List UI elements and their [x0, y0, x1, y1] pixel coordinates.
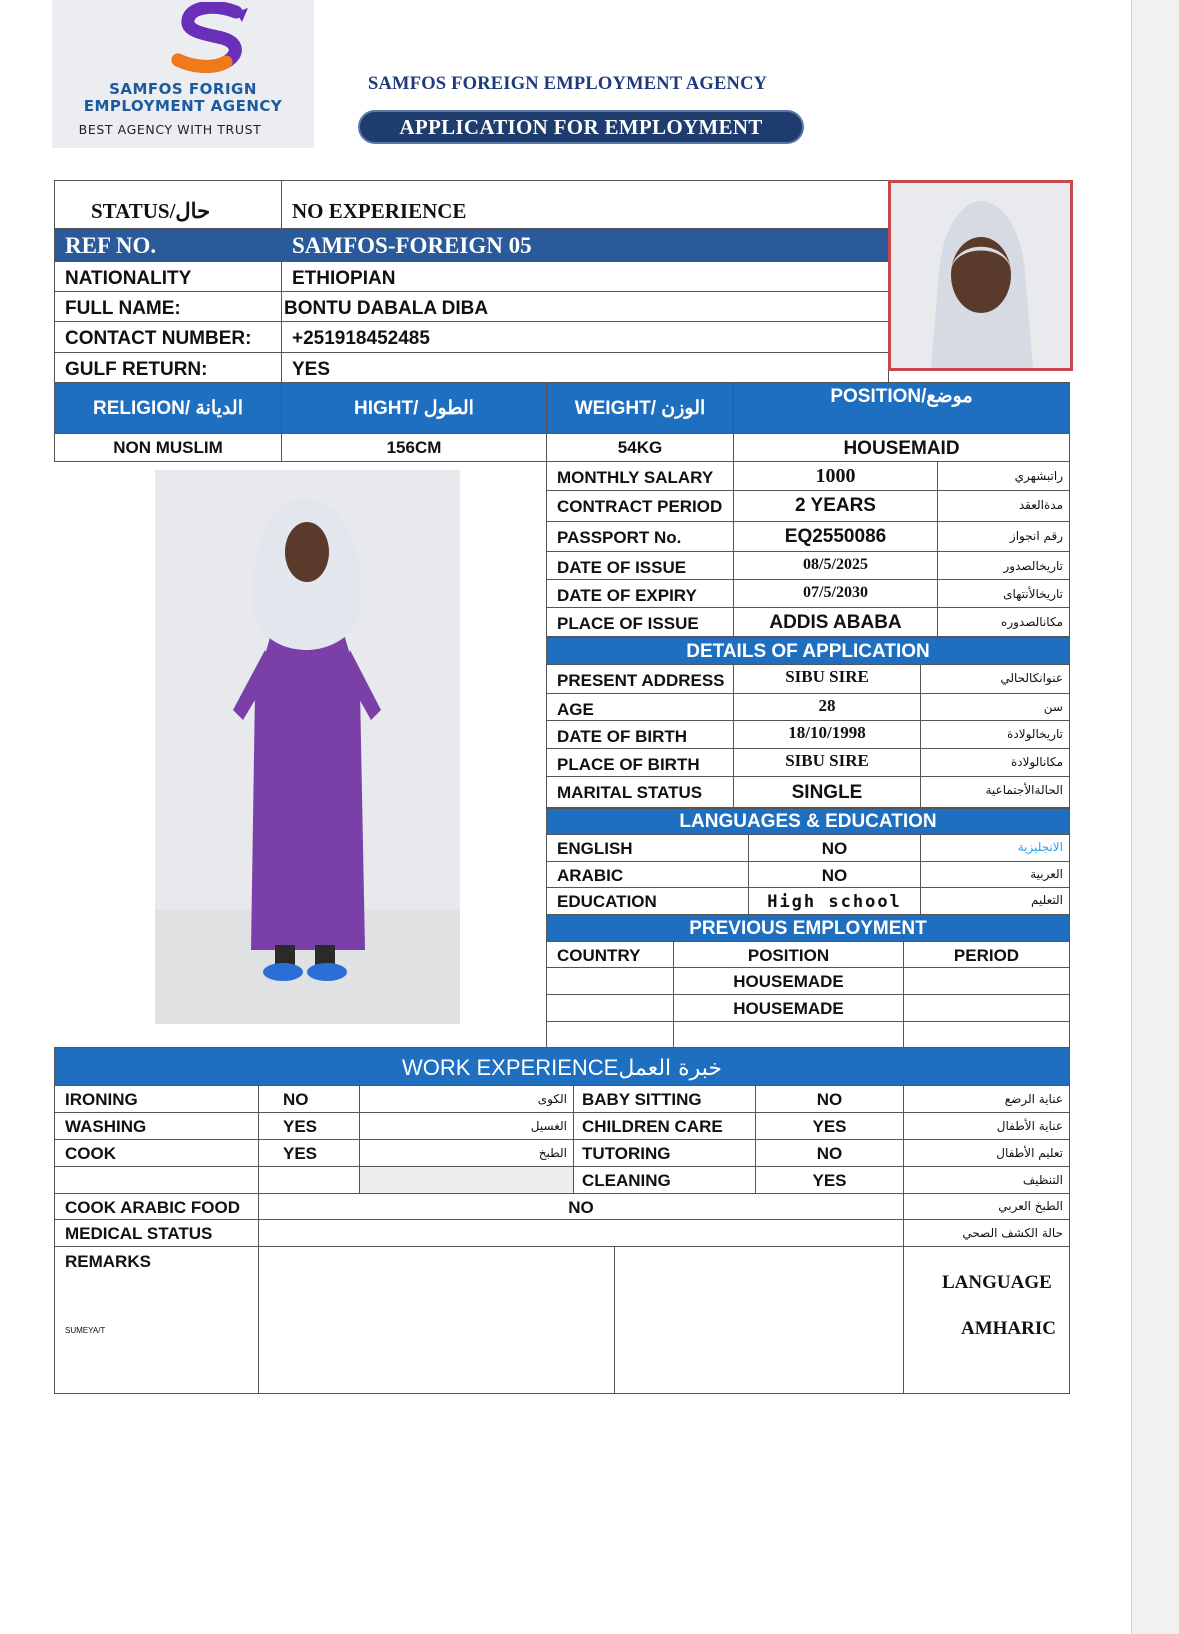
nationality-label-cell [54, 261, 282, 292]
page-edge [1131, 0, 1179, 1634]
work-right-label-3: CLEANING [582, 1171, 671, 1190]
status-label: STATUS/حال [91, 199, 211, 223]
details-ar-4: الحالةالأجتماعية [985, 783, 1063, 797]
work-right-label-2-cell [573, 1139, 756, 1167]
details-label-4: MARITAL STATUS [557, 783, 703, 802]
lang-ar-1: العربية [1030, 867, 1063, 881]
gulf-label: GULF RETURN: [65, 359, 208, 380]
height-header [281, 382, 547, 434]
cook-arabic-value: NO [568, 1198, 594, 1217]
work-right-value-0: NO [816, 1090, 843, 1109]
col-country: COUNTRY [557, 946, 641, 965]
work-left-label-0-cell [54, 1085, 259, 1113]
work-left-label-0: IRONING [65, 1090, 138, 1109]
details-label-1-cell [546, 693, 734, 721]
details-ar-2: تاريخالولادة [1007, 727, 1063, 741]
work-right-ar-0-cell [903, 1085, 1070, 1113]
work-right-label-1: CHILDREN CARE [582, 1117, 723, 1136]
prev-period-1-cell [903, 994, 1070, 1022]
contract-value-5: ADDIS ABABA [769, 612, 902, 633]
weight-label: WEIGHT/ الوزن [574, 398, 706, 419]
work-right-value-1-cell [755, 1112, 904, 1140]
work-left-label-2-cell [54, 1139, 259, 1167]
religion-value-cell [54, 433, 282, 462]
prev-period-0-cell [903, 967, 1070, 995]
details-label-3: PLACE OF BIRTH [557, 755, 700, 774]
contract-value-5-cell [733, 607, 938, 637]
height-value-cell [281, 433, 547, 462]
lang-value-1: NO [821, 866, 848, 885]
col-period: PERIOD [953, 946, 1020, 965]
agency-logo [52, 0, 314, 148]
work-right-label-2: TUTORING [582, 1144, 671, 1163]
contract-ar-2-cell [937, 521, 1070, 552]
work-left-value-0: NO [283, 1090, 309, 1109]
work-right-ar-0: عناية الرضع [1004, 1092, 1063, 1106]
status-value: NO EXPERIENCE [292, 199, 467, 223]
contract-label-2: PASSPORT No. [557, 528, 682, 547]
contract-ar-0: راتبشهري [1014, 469, 1063, 483]
weight-value: 54KG [617, 438, 663, 457]
ref-value: SAMFOS-FOREIGN 05 [292, 233, 532, 258]
contract-label-3-cell [546, 551, 734, 580]
prev-position-1-cell [673, 994, 904, 1022]
contract-ar-4-cell [937, 579, 1070, 608]
work-right-label-0: BABY SITTING [582, 1090, 702, 1109]
remarks-note: SUMEYA/T [65, 1326, 106, 1335]
details-value-3: SIBU SIRE [785, 751, 869, 770]
full-name-value-cell [281, 291, 889, 322]
details-ar-0: عنوانكالحالي [1000, 671, 1063, 685]
contract-value-3: 08/5/2025 [803, 556, 868, 573]
work-right-label-1-cell [573, 1112, 756, 1140]
details-ar-1: سن [1043, 700, 1063, 714]
cook-arabic-ar: الطبخ العربي [998, 1199, 1063, 1213]
prev-position-1: HOUSEMADE [733, 999, 844, 1018]
work-left-ar-2-cell [359, 1139, 574, 1167]
religion-label: RELIGION/ الديانة [93, 398, 243, 419]
work-right-ar-1-cell [903, 1112, 1070, 1140]
remarks-box-1 [258, 1246, 615, 1394]
work-right-ar-1: عناية الأطفال [996, 1119, 1063, 1133]
details-ar-4-cell [920, 776, 1070, 808]
contract-ar-5-cell [937, 607, 1070, 637]
full-name-label-cell [54, 291, 282, 322]
contract-value-1: 2 YEARS [795, 495, 876, 516]
col-country-cell [546, 941, 674, 968]
details-label-1: AGE [557, 700, 594, 719]
status-label-cell [54, 180, 282, 229]
cook-arabic-label: COOK ARABIC FOOD [65, 1198, 241, 1217]
contract-value-2-cell [733, 521, 938, 552]
lang-label-0: ENGLISH [557, 839, 633, 858]
contract-label-5-cell [546, 607, 734, 637]
lang-ar-0-cell [920, 834, 1070, 862]
prev-position-2-cell [673, 1021, 904, 1049]
gulf-value: YES [292, 359, 331, 380]
languages-heading [546, 808, 1070, 835]
details-value-2-cell [733, 720, 921, 749]
contract-value-0-cell [733, 461, 938, 491]
work-right-value-2: NO [816, 1144, 843, 1163]
medical-value-cell [258, 1219, 904, 1247]
contract-value-3-cell [733, 551, 938, 580]
details-value-3-cell [733, 748, 921, 777]
details-label-2: DATE OF BIRTH [557, 727, 688, 746]
lang-label-1: ARABIC [557, 866, 624, 885]
work-heading-ar: خبرة العمل [618, 1056, 723, 1081]
work-left-ar-0-cell [359, 1085, 574, 1113]
contract-label-3: DATE OF ISSUE [557, 558, 687, 577]
contract-ar-0-cell [937, 461, 1070, 491]
details-value-0-cell [733, 664, 921, 694]
lang-label-2: EDUCATION [557, 892, 657, 911]
nationality-value-cell [281, 261, 889, 292]
lang-label-0-cell [546, 834, 749, 862]
work-left-ar-2: الطبخ [538, 1146, 567, 1160]
details-value-1: 28 [818, 696, 836, 715]
language-cell [903, 1246, 1070, 1394]
medical-ar: حالة الكشف الصحي [962, 1226, 1063, 1240]
applicant-headshot [888, 180, 1073, 371]
contract-ar-2: رقم انجواز [1009, 529, 1063, 543]
ref-label-cell [54, 228, 282, 262]
contract-label-0: MONTHLY SALARY [557, 468, 714, 487]
lang-ar-2-cell [920, 887, 1070, 915]
work-left-label-2: COOK [65, 1144, 116, 1163]
contract-ar-1: مدةالعقد [1018, 498, 1063, 512]
position-value-cell [733, 433, 1070, 462]
lang-label-1-cell [546, 861, 749, 889]
details-value-2: 18/10/1998 [788, 723, 866, 742]
work-left-value-0-cell [258, 1085, 360, 1113]
details-label-0: PRESENT ADDRESS [557, 671, 725, 690]
col-period-cell [903, 941, 1070, 968]
headshot-image [891, 183, 1070, 368]
contract-value-1-cell [733, 490, 938, 522]
lang-ar-0: الانجليزية [1017, 840, 1063, 854]
contact-value-cell [281, 321, 889, 353]
contract-label-1-cell [546, 490, 734, 522]
contract-label-4: DATE OF EXPIRY [557, 586, 697, 605]
contract-value-2: EQ2550086 [784, 526, 887, 547]
language-label: LANGUAGE [942, 1272, 1052, 1293]
work-left-label-1: WASHING [65, 1117, 147, 1136]
work-left-value-2-cell [258, 1139, 360, 1167]
weight-value-cell [546, 433, 734, 462]
work-left-value-3-cell [258, 1166, 360, 1194]
logo-s-icon [164, 2, 260, 76]
work-right-label-3-cell [573, 1166, 756, 1194]
medical-ar-cell [903, 1219, 1070, 1247]
religion-header [54, 382, 282, 434]
gulf-label-cell [54, 352, 282, 383]
logo-line-1: SAMFOS FORIGN [109, 80, 257, 98]
work-right-ar-3: التنظيف [1022, 1173, 1063, 1187]
work-heading-text: WORK EXPERIENCE [401, 1055, 619, 1080]
details-value-4: SINGLE [791, 782, 863, 803]
contact-label: CONTACT NUMBER: [65, 328, 252, 349]
height-value: 156CM [386, 438, 442, 457]
work-heading [54, 1047, 1070, 1086]
weight-header [546, 382, 734, 434]
contract-value-4-cell [733, 579, 938, 608]
work-right-value-3-cell [755, 1166, 904, 1194]
work-left-value-1: YES [283, 1117, 318, 1136]
lang-label-2-cell [546, 887, 749, 915]
ref-label: REF NO. [65, 233, 157, 258]
prev-country-0-cell [546, 967, 674, 995]
contract-ar-4: تاريخالأنتهاى [1003, 587, 1063, 601]
languages-heading-text: LANGUAGES & EDUCATION [679, 811, 937, 832]
contract-label-2-cell [546, 521, 734, 552]
work-left-ar-0: الكوى [537, 1092, 567, 1106]
contract-label-1: CONTRACT PERIOD [557, 497, 723, 516]
details-ar-3: مكانالولادة [1010, 755, 1063, 769]
contract-ar-3-cell [937, 551, 1070, 580]
prev-position-0: HOUSEMADE [733, 972, 844, 991]
contract-label-5: PLACE OF ISSUE [557, 614, 699, 633]
contract-ar-1-cell [937, 490, 1070, 522]
medical-label-cell [54, 1219, 259, 1247]
contract-value-0: 1000 [815, 465, 856, 487]
work-right-label-0-cell [573, 1085, 756, 1113]
work-right-ar-2-cell [903, 1139, 1070, 1167]
remarks-box-2 [614, 1246, 904, 1394]
gulf-value-cell [281, 352, 889, 383]
lang-value-2: High school [767, 892, 902, 912]
details-label-4-cell [546, 776, 734, 808]
col-position: POSITION [747, 946, 830, 965]
work-right-value-0-cell [755, 1085, 904, 1113]
work-left-ar-1: الغسيل [530, 1119, 567, 1133]
details-ar-1-cell [920, 693, 1070, 721]
lang-ar-1-cell [920, 861, 1070, 889]
remarks-label-cell [54, 1246, 259, 1394]
work-right-ar-2: تعليم الأطفال [996, 1146, 1063, 1160]
cook-arabic-value-cell [258, 1193, 904, 1220]
status-value-cell [281, 180, 889, 229]
work-left-label-1-cell [54, 1112, 259, 1140]
contact-label-cell [54, 321, 282, 353]
remarks-label: REMARKS [65, 1252, 151, 1271]
contract-label-4-cell [546, 579, 734, 608]
nationality-value: ETHIOPIAN [292, 268, 396, 289]
work-left-label-3-cell [54, 1166, 259, 1194]
details-heading-text: DETAILS OF APPLICATION [686, 641, 930, 662]
form-title: APPLICATION FOR EMPLOYMENT [358, 110, 804, 144]
prev-period-2-cell [903, 1021, 1070, 1049]
height-label: HIGHT/ الطول [354, 398, 474, 419]
contact-value: +251918452485 [292, 328, 430, 349]
previous-heading-text: PREVIOUS EMPLOYMENT [689, 918, 927, 939]
contract-ar-5: مكانالصدوره [1001, 615, 1063, 629]
full-name-label: FULL NAME: [65, 298, 181, 319]
work-left-ar-3-cell [359, 1166, 574, 1194]
work-right-value-2-cell [755, 1139, 904, 1167]
col-position-cell [673, 941, 904, 968]
work-right-value-1: YES [812, 1117, 847, 1136]
lang-value-1-cell [748, 861, 921, 889]
prev-country-1-cell [546, 994, 674, 1022]
nationality-label: NATIONALITY [65, 268, 192, 289]
details-label-3-cell [546, 748, 734, 777]
work-right-value-3: YES [812, 1171, 847, 1190]
logo-tagline: BEST AGENCY WITH TRUST [78, 122, 262, 137]
details-value-1-cell [733, 693, 921, 721]
lang-value-0: NO [821, 839, 848, 858]
cook-arabic-ar-cell [903, 1193, 1070, 1220]
logo-line-2: EMPLOYMENT AGENCY [83, 97, 283, 115]
position-header [733, 382, 1070, 434]
medical-label: MEDICAL STATUS [65, 1224, 213, 1243]
work-left-value-2: YES [283, 1144, 318, 1163]
details-label-0-cell [546, 664, 734, 694]
contract-label-0-cell [546, 461, 734, 491]
cook-arabic-label-cell [54, 1193, 259, 1220]
lang-ar-2: التعليم [1031, 893, 1063, 907]
contract-value-4: 07/5/2030 [803, 584, 868, 601]
work-left-value-1-cell [258, 1112, 360, 1140]
work-right-ar-3-cell [903, 1166, 1070, 1194]
details-heading [546, 637, 1070, 665]
details-ar-2-cell [920, 720, 1070, 749]
position-label: POSITION/موضع [830, 386, 973, 407]
details-value-4-cell [733, 776, 921, 808]
details-ar-3-cell [920, 748, 1070, 777]
full-photo-image [155, 470, 460, 1024]
details-value-0: SIBU SIRE [785, 667, 869, 686]
language-value: AMHARIC [961, 1318, 1056, 1339]
work-left-ar-1-cell [359, 1112, 574, 1140]
religion-value: NON MUSLIM [113, 438, 223, 457]
ref-value-cell [281, 228, 889, 262]
prev-country-2-cell [546, 1021, 674, 1049]
agency-title: SAMFOS FOREIGN EMPLOYMENT AGENCY [368, 74, 768, 94]
lang-value-0-cell [748, 834, 921, 862]
prev-position-0-cell [673, 967, 904, 995]
contract-ar-3: تاريخالصدور [1003, 559, 1063, 573]
details-ar-0-cell [920, 664, 1070, 694]
full-name-value: BONTU DABALA DIBA [284, 298, 489, 319]
details-label-2-cell [546, 720, 734, 749]
previous-heading [546, 914, 1070, 942]
position-value: HOUSEMAID [843, 438, 960, 459]
lang-value-2-cell [748, 887, 921, 915]
applicant-full-photo [155, 470, 460, 1024]
